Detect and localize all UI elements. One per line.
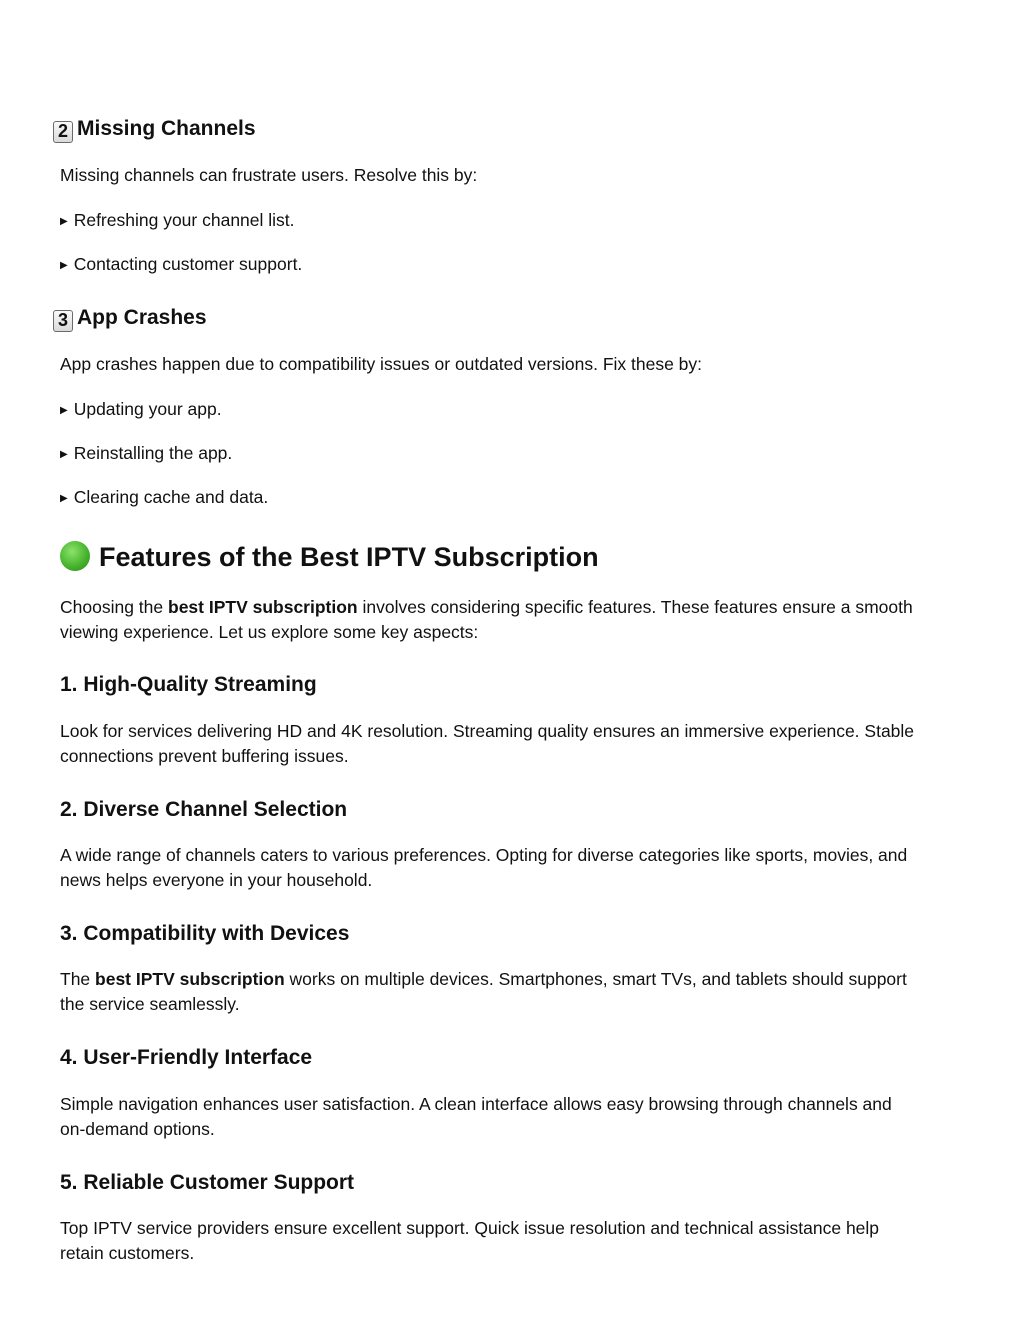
app-crashes-intro: App crashes happen due to compatibility issues or outdated versions. Fix these by:	[60, 354, 703, 374]
features-heading	[60, 540, 599, 574]
features-title: Features of the Best IPTV Subscription	[99, 542, 599, 572]
list-item: ▶ Reinstalling the app.	[60, 441, 232, 467]
missing-channels-heading	[53, 116, 256, 143]
keycap-three-icon: 3	[53, 310, 73, 332]
list-item: ▶ Clearing cache and data.	[60, 485, 268, 511]
triangle-bullet-icon: ▶	[60, 449, 68, 460]
list-item: ▶ Refreshing your channel list.	[60, 208, 295, 234]
list-item: ▶ Contacting customer support.	[60, 252, 302, 278]
feature-description: The best IPTV subscription works on multiple devices. Smartphones, smart TVs, and tablets should support the service seamlessly.	[60, 969, 907, 1014]
feature-title: 5. Reliable Customer Support	[60, 1171, 355, 1194]
features-intro: Choosing the best IPTV subscription involves considering specific features. These features ensure a smooth viewing experience. Let us explore some key aspects:	[60, 597, 913, 642]
triangle-bullet-icon: ▶	[60, 493, 68, 504]
feature-description: A wide range of channels caters to various preferences. Opting for diverse categories like sports, movies, and news helps everyone in your household.	[60, 845, 908, 890]
bold-keyword: best IPTV subscription	[95, 969, 285, 989]
keycap-two-icon: 2	[53, 121, 73, 143]
triangle-bullet-icon: ▶	[60, 260, 68, 271]
bold-keyword: best IPTV subscription	[168, 597, 358, 617]
feature-description: Top IPTV service providers ensure excellent support. Quick issue resolution and technical assistance help retain customers.	[60, 1218, 880, 1263]
triangle-bullet-icon: ▶	[60, 216, 68, 227]
feature-description: Look for services delivering HD and 4K resolution. Streaming quality ensures an immersive experience. Stable connections prevent buffering issues.	[60, 721, 915, 766]
feature-title: 3. Compatibility with Devices	[60, 922, 350, 945]
missing-channels-title: Missing Channels	[77, 117, 256, 140]
green-circle-icon	[60, 541, 90, 571]
app-crashes-title: App Crashes	[77, 306, 207, 329]
app-crashes-heading	[53, 305, 207, 332]
triangle-bullet-icon: ▶	[60, 405, 68, 416]
missing-channels-intro: Missing channels can frustrate users. Resolve this by:	[60, 165, 478, 185]
feature-title: 1. High-Quality Streaming	[60, 673, 317, 696]
feature-title: 2. Diverse Channel Selection	[60, 798, 348, 821]
feature-title: 4. User-Friendly Interface	[60, 1046, 313, 1069]
feature-description: Simple navigation enhances user satisfaction. A clean interface allows easy browsing through channels and on-demand options.	[60, 1094, 892, 1139]
list-item: ▶ Updating your app.	[60, 397, 222, 423]
